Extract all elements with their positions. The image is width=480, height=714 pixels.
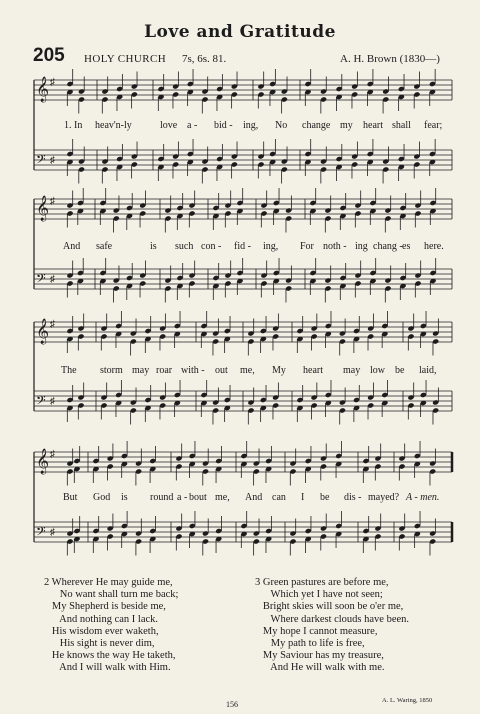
lyric-syllable: noth - [323,241,347,252]
lyric-syllable: fear; [424,120,443,131]
lyric-syllable: ing [355,241,368,252]
lyric-syllable: But [63,492,78,503]
sharp-icon: ♯ [50,77,55,88]
page-number: 156 [226,700,238,709]
treble-clef-icon: 𝄞 [36,449,50,474]
lyric-syllable: change [302,120,331,131]
lyric-syllable: be [395,365,405,376]
lyric-syllable: low [370,365,385,376]
lyric-syllable: with - [181,365,205,376]
lyric-syllable: For [300,241,314,252]
treble-clef-icon: 𝄞 [36,196,50,221]
lyric-syllable: heart [363,120,383,131]
lyric-syllable: may [132,365,150,376]
lyric-syllable: love [160,120,178,131]
lyric-syllable: 1. In [64,120,83,131]
lyric-syllable: mayed? [368,492,400,503]
lyric-syllable: chang - [373,241,403,252]
lyric-syllable: heav'n-ly [95,120,132,131]
lyric-syllable: No [275,120,288,131]
lyric-syllable: is [121,492,128,503]
lyric-syllable: round [150,492,174,503]
lyric-syllable: God [93,492,111,503]
lyric-syllable: me, [240,365,255,376]
lyric-syllable: out [215,365,228,376]
lyric-syllable: storm [100,365,123,376]
lyric-syllable: My [272,365,286,376]
lyric-syllable: here. [424,241,444,252]
lyric-syllable: such [175,241,194,252]
lyric-syllable: A - men. [406,492,440,503]
lyric-syllable: my [340,120,353,131]
lyric-syllable: a - [177,492,188,503]
lyric-syllable: may [343,365,361,376]
composer: A. H. Brown (1830—) [340,53,440,65]
lyric-syllable: And [63,241,81,252]
treble-clef-icon: 𝄞 [36,319,50,344]
sharp-icon: ♯ [50,196,55,207]
lyric-syllable: dis - [344,492,362,503]
lyric-syllable: ing, [263,241,279,252]
verse-3: 3 Green pastures are before me, Which yet I have not seen; Bright skies will soon be o'er me, Where darkest clouds have been. My hope I cannot measure, My path to life is free, My Saviour has my treasure, And He will walk with me. [255,577,410,674]
lyric-syllable: bout [189,492,207,503]
lyric-syllable: con - [201,241,222,252]
treble-clef-icon: 𝄞 [36,77,50,102]
verse-2: 2 Wherever He may guide me, No want shall turn me back; My Shepherd is beside me, And nothing can I lack. His wisdom ever waketh, His sight is never dim, He knows the way He taketh, And I will walk with Him. [44,577,179,674]
section-title: Love and Gratitude [144,22,336,42]
bass-clef-icon: 𝄢 [36,271,46,289]
lyric-syllable: shall [392,120,411,131]
lyric-syllable: can [272,492,286,503]
bass-clef-icon: 𝄢 [36,393,46,411]
lyric-syllable: laid, [419,365,437,376]
bass-clef-icon: 𝄢 [36,152,46,170]
lyric-syllable: The [61,365,77,376]
lyric-syllable: heart [303,365,323,376]
hymn-number: 205 [33,45,65,66]
sharp-icon: ♯ [50,527,55,538]
lyric-syllable: es [402,241,411,252]
attribution: A. L. Waring, 1850 [382,697,433,704]
lyric-syllable: And [245,492,263,503]
lyric-syllable: bid - [214,120,233,131]
lyric-syllable: roar [156,365,173,376]
sharp-icon: ♯ [50,155,55,166]
lyric-syllable: me, [215,492,230,503]
lyric-syllable: be [320,492,330,503]
lyric-syllable: I [301,492,305,503]
sharp-icon: ♯ [50,449,55,460]
lyric-syllable: safe [96,241,113,252]
lyric-syllable: a - [187,120,198,131]
meter: 7s, 6s. 81. [182,53,227,65]
tune-name: HOLY CHURCH [84,53,167,65]
lyric-syllable: ing, [243,120,259,131]
sharp-icon: ♯ [50,274,55,285]
bass-clef-icon: 𝄢 [36,524,46,542]
sharp-icon: ♯ [50,396,55,407]
sharp-icon: ♯ [50,319,55,330]
lyric-syllable: fid - [234,241,251,252]
lyric-syllable: is [150,241,157,252]
